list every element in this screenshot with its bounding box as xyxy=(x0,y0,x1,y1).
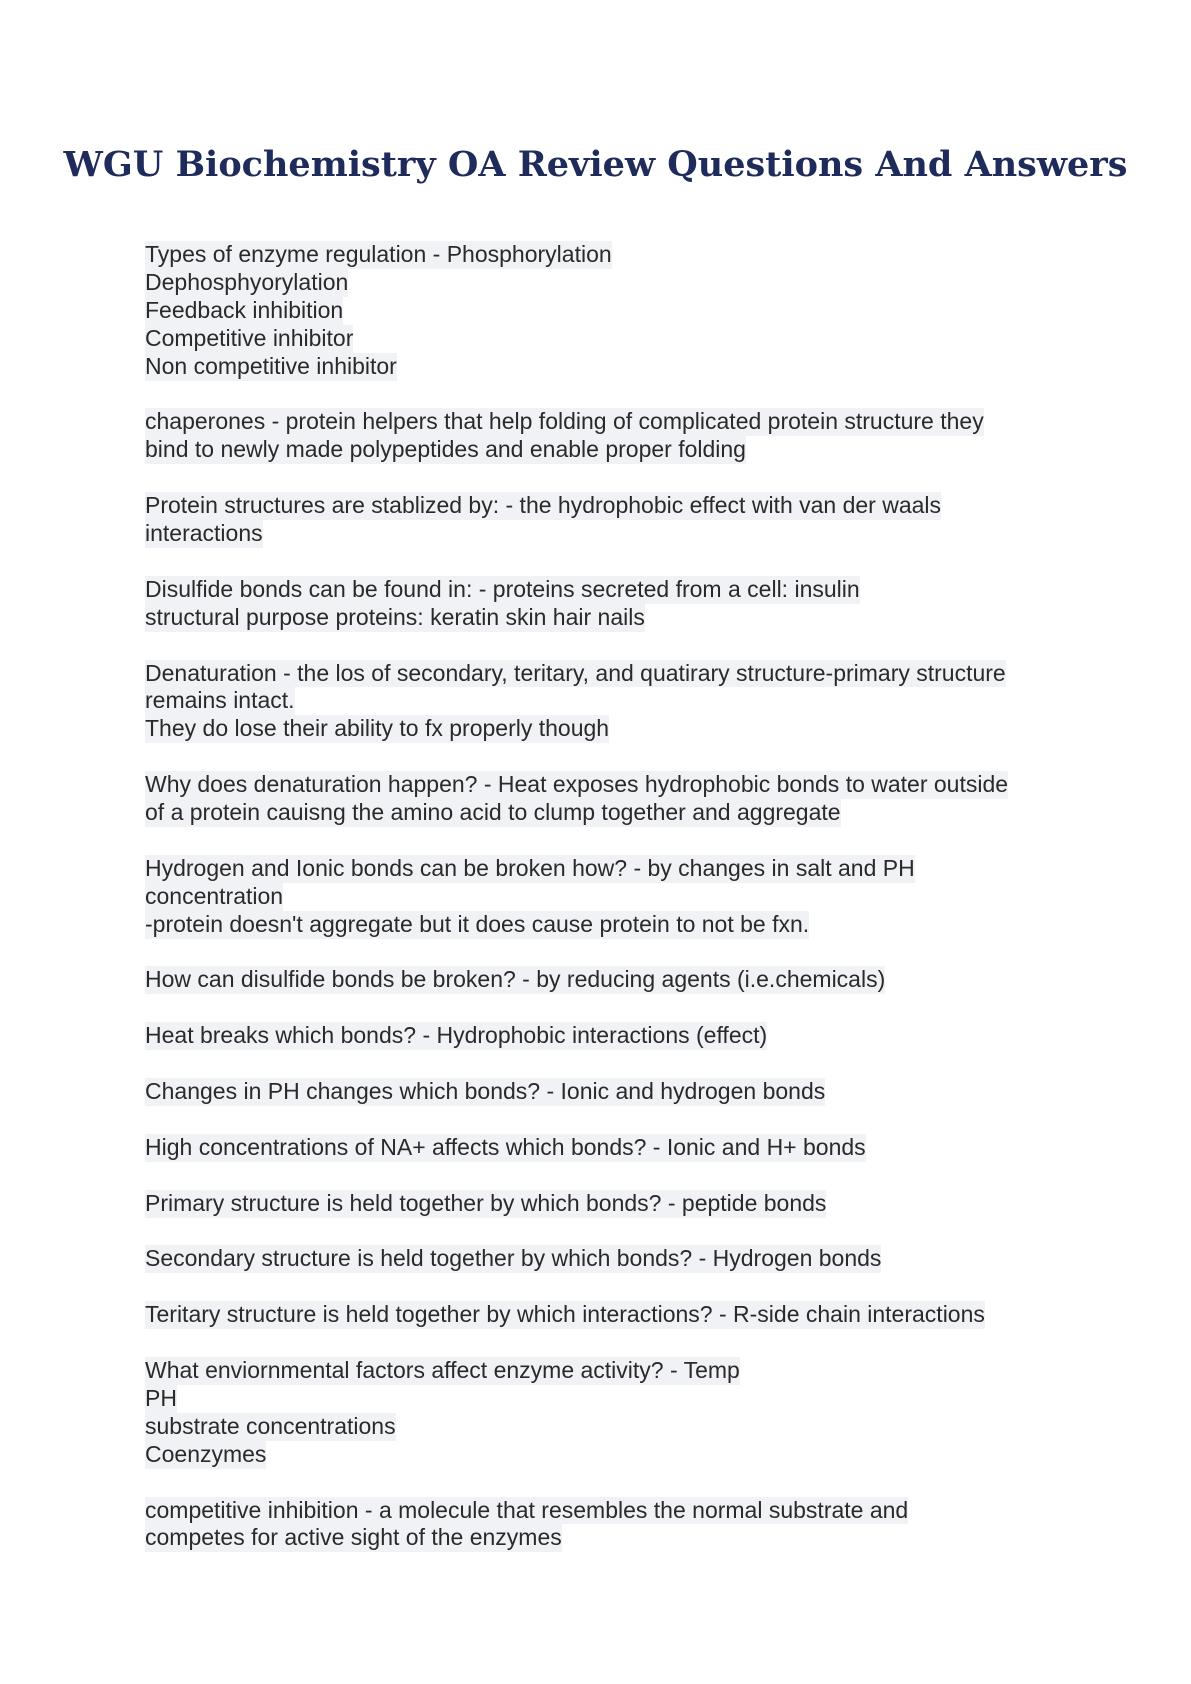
qa-entry xyxy=(145,1190,1065,1218)
qa-entry xyxy=(145,1134,1065,1162)
qa-line: Disulfide bonds can be found in: - proteins secreted from a cell: insulin xyxy=(145,575,860,602)
qa-list xyxy=(145,241,1065,1580)
qa-line: Competitive inhibitor xyxy=(145,324,354,351)
qa-line: chaperones - protein helpers that help folding of complicated protein structure they xyxy=(145,408,984,435)
qa-entry xyxy=(145,1497,1065,1553)
qa-line: -protein doesn't aggregate but it does cause protein to not be fxn. xyxy=(145,910,810,937)
qa-line: structural purpose proteins: keratin skin hair nails xyxy=(145,603,645,630)
qa-line: competitive inhibition - a molecule that resembles the normal substrate and xyxy=(145,1496,909,1523)
qa-line: of a protein cauisng the amino acid to clump together and aggregate xyxy=(145,799,841,826)
qa-line: Denaturation - the los of secondary, teritary, and quatirary structure-primary structure xyxy=(145,659,1006,686)
qa-entry xyxy=(145,408,1065,464)
qa-line: substrate concentrations xyxy=(145,1412,396,1439)
qa-line: Why does denaturation happen? - Heat exposes hydrophobic bonds to water outside xyxy=(145,771,1009,798)
qa-line: PH xyxy=(145,1384,177,1411)
qa-line: Coenzymes xyxy=(145,1440,267,1467)
qa-entry xyxy=(145,660,1065,744)
qa-line: competes for active sight of the enzymes xyxy=(145,1524,562,1551)
qa-line: Non competitive inhibitor xyxy=(145,352,397,379)
qa-line: Protein structures are stablized by: - the hydrophobic effect with van der waals xyxy=(145,492,942,519)
qa-line: concentration xyxy=(145,882,284,909)
qa-entry xyxy=(145,771,1065,827)
qa-line: Teritary structure is held together by which interactions? - R-side chain interactions xyxy=(145,1301,985,1328)
qa-line: Secondary structure is held together by which bonds? - Hydrogen bonds xyxy=(145,1245,882,1272)
qa-entry xyxy=(145,1301,1065,1329)
qa-entry xyxy=(145,1022,1065,1050)
qa-line: Types of enzyme regulation - Phosphorylation xyxy=(145,241,612,267)
qa-entry xyxy=(145,1078,1065,1106)
document-title: WGU Biochemistry OA Review Questions And Answers xyxy=(63,144,1128,185)
qa-line: Hydrogen and Ionic bonds can be broken how? - by changes in salt and PH xyxy=(145,854,915,881)
qa-line: They do lose their ability to fx properly though xyxy=(145,715,610,742)
qa-line: What enviornmental factors affect enzyme activity? - Temp xyxy=(145,1357,740,1384)
qa-entry xyxy=(145,1357,1065,1469)
qa-line: remains intact. xyxy=(145,687,295,714)
qa-line: Dephosphyorylation xyxy=(145,268,349,295)
qa-line: How can disulfide bonds be broken? - by reducing agents (i.e.chemicals) xyxy=(145,966,886,993)
qa-entry xyxy=(145,576,1065,632)
qa-line: Feedback inhibition xyxy=(145,296,344,323)
qa-entry xyxy=(145,241,1065,381)
qa-line: Heat breaks which bonds? - Hydrophobic interactions (effect) xyxy=(145,1022,768,1049)
qa-entry xyxy=(145,1245,1065,1273)
qa-line: Primary structure is held together by which bonds? - peptide bonds xyxy=(145,1189,827,1216)
qa-line: interactions xyxy=(145,520,263,547)
qa-line: Changes in PH changes which bonds? - Ionic and hydrogen bonds xyxy=(145,1078,826,1105)
qa-entry xyxy=(145,966,1065,994)
qa-line: bind to newly made polypeptides and enable proper folding xyxy=(145,436,746,463)
qa-line: High concentrations of NA+ affects which bonds? - Ionic and H+ bonds xyxy=(145,1133,866,1160)
qa-entry xyxy=(145,855,1065,939)
qa-entry xyxy=(145,492,1065,548)
